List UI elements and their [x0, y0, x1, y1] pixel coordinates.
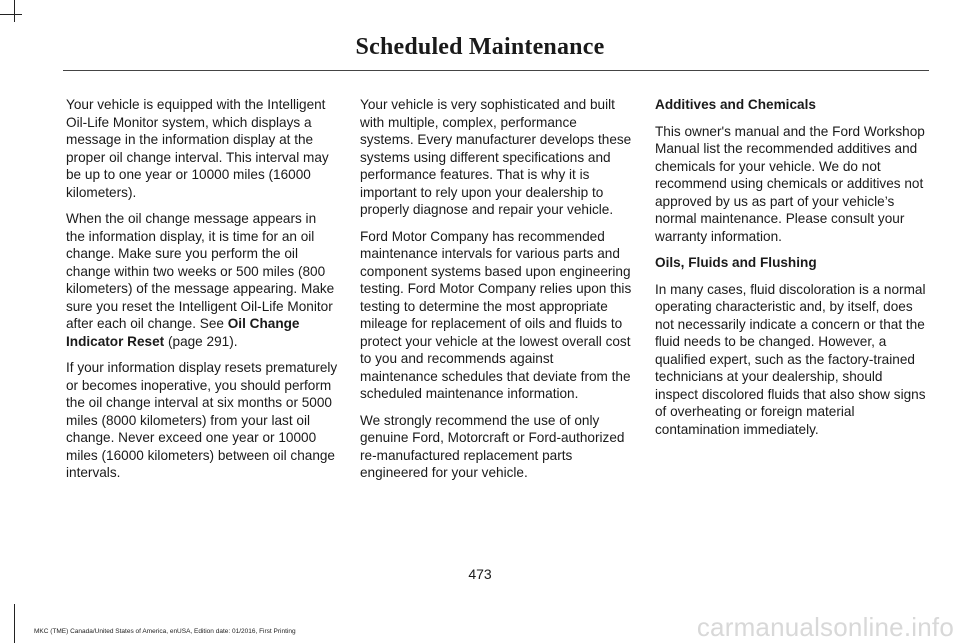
page-reference: (page 291). [164, 333, 238, 349]
page-title: Scheduled Maintenance [355, 34, 605, 60]
paragraph: In many cases, fluid discoloration is a normal operating characteristic and, by itself, does not necessarily indicate a concern or that the fluid needs to be changed. However, a qualified expert, such as the factory-trained technicians at your dealership, should inspect discolored fluids that also show signs of overheating or foreign material contamination immediately. [655, 281, 926, 437]
paragraph: Your vehicle is very sophisticated and built with multiple, complex, performance systems. Every manufacturer develops these systems using different specifications and performance features. That is why it is important to rely upon your dealership to properly diagnose and repair your vehicle. [360, 97, 632, 217]
crop-mark-top-left-vertical [14, 0, 15, 22]
paragraph: If your information display resets prematurely or becomes inoperative, you should perform the oil change interval at six months or 5000 miles (8000 kilometers) from your last oil change. Never exceed one year or 10000 miles (16000 kilometers) between oil change intervals. [66, 360, 338, 480]
text-column-2 [360, 96, 632, 491]
crop-mark-top-left-horizontal [0, 14, 22, 15]
paragraph: Ford Motor Company has recommended maintenance intervals for various parts and component systems based upon engineering testing. Ford Motor Company relies upon this testing to determine the most appropriate mileage for replacement of oils and fluids to protect your vehicle at the lowest overall cost to you and recommends against maintenance schedules that deviate from the scheduled maintenance information. [360, 228, 632, 401]
cross-reference-link[interactable]: Oil Change Indicator Reset [66, 316, 300, 349]
text-column-3 [655, 96, 927, 447]
text-column-1 [66, 96, 338, 491]
paragraph: Your vehicle is equipped with the Intelligent Oil-Life Monitor system, which displays a message in the information display at the proper oil change interval. This interval may be up to one year or 10000 miles (16000 kilometers). [66, 97, 329, 200]
section-heading: Oils, Fluids and Flushing [655, 255, 817, 270]
paragraph: This owner's manual and the Ford Workshop Manual list the recommended additives and chemicals for your vehicle. We do not recommend using chemicals or additives not approved by us as part of your vehicle’s normal maintenance. Please consult your warranty information. [655, 123, 925, 244]
crop-mark-bottom-left-vertical [14, 604, 15, 643]
header-divider [63, 70, 929, 71]
paragraph [66, 210, 338, 350]
edition-footer: MKC (TME) Canada/United States of America, enUSA, Edition date: 01/2016, First Printing [34, 628, 296, 635]
section-heading: Additives and Chemicals [655, 97, 816, 112]
watermark: carmanualsonline.info [696, 612, 954, 642]
page-number: 473 [468, 566, 492, 582]
paragraph-text: When the oil change message appears in the information display, it is time for an oil change. Make sure you perform the oil change within two weeks or 500 miles (800 kilometers) of the message appearing. Make sure you reset the Intelligent Oil-Life Monitor after each oil change. See [66, 211, 335, 331]
paragraph: We strongly recommend the use of only genuine Ford, Motorcraft or Ford-authorized re-manufactured replacement parts engineered for your vehicle. [360, 412, 625, 480]
